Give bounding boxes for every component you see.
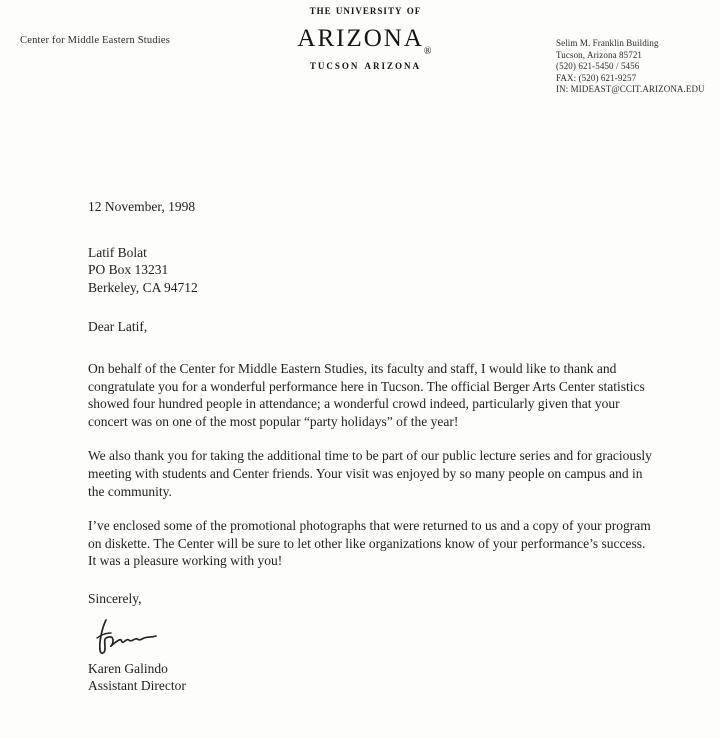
letter-date: 12 November, 1998 bbox=[88, 199, 196, 214]
salutation: Dear Latif, bbox=[88, 319, 148, 335]
department-name: Center for Middle Eastern Studies bbox=[20, 35, 171, 46]
signer-title: Assistant Director bbox=[88, 678, 186, 694]
letterhead bbox=[0, 0, 720, 115]
paragraph-2: We also thank you for taking the additional time to be part of our public lecture series and for graciously meeting with students and Center friends. Your visit was enjoyed by so many people on campus and in the community. bbox=[88, 448, 652, 499]
university-logo bbox=[297, 2, 433, 73]
registered-trademark-icon: ® bbox=[423, 46, 434, 58]
contact-block bbox=[556, 38, 705, 96]
logo-tucson-arizona: tucson arizona bbox=[309, 58, 422, 73]
recipient-po-box: PO Box 13231 bbox=[88, 262, 169, 278]
paragraph-3: I’ve enclosed some of the promotional photographs that were returned to us and a copy of your program on diskette. The Center will be sure to let other like organizations know of your performance’s success. It was a pleasure working with you! bbox=[88, 518, 651, 569]
handwritten-signature bbox=[92, 616, 182, 658]
contact-phone: (520) 621-5450 / 5456 bbox=[556, 61, 640, 71]
contact-city-zip: Tucson, Arizona 85721 bbox=[556, 49, 643, 60]
closing: Sincerely, bbox=[88, 590, 142, 606]
contact-email: IN: MIDEAST@CCIT.ARIZONA.EDU bbox=[556, 84, 705, 94]
logo-arizona-wordmark bbox=[297, 16, 433, 57]
contact-fax: FAX: (520) 621-9257 bbox=[556, 72, 637, 83]
recipient-name: Latif Bolat bbox=[88, 244, 147, 260]
logo-arizona-text: arizona bbox=[297, 14, 424, 54]
paragraph-1: On behalf of the Center for Middle Eastern Studies, its faculty and staff, I would like to thank and congratulate you for a wonderful performance here in Tucson. The official Berger Arts Center statistics showed four hundred people in attendance; a wonderful crowd indeed, particularly given that your concert was on one of the most popular “party holidays” of the year! bbox=[88, 360, 645, 429]
logo-line-the-university-of: the university of bbox=[309, 2, 422, 17]
signer-name: Karen Galindo bbox=[88, 660, 168, 676]
recipient-city-state-zip: Berkeley, CA 94712 bbox=[88, 279, 198, 295]
contact-building: Selim M. Franklin Building bbox=[556, 38, 659, 48]
letter-body bbox=[88, 198, 656, 695]
recipient-address bbox=[88, 244, 656, 297]
